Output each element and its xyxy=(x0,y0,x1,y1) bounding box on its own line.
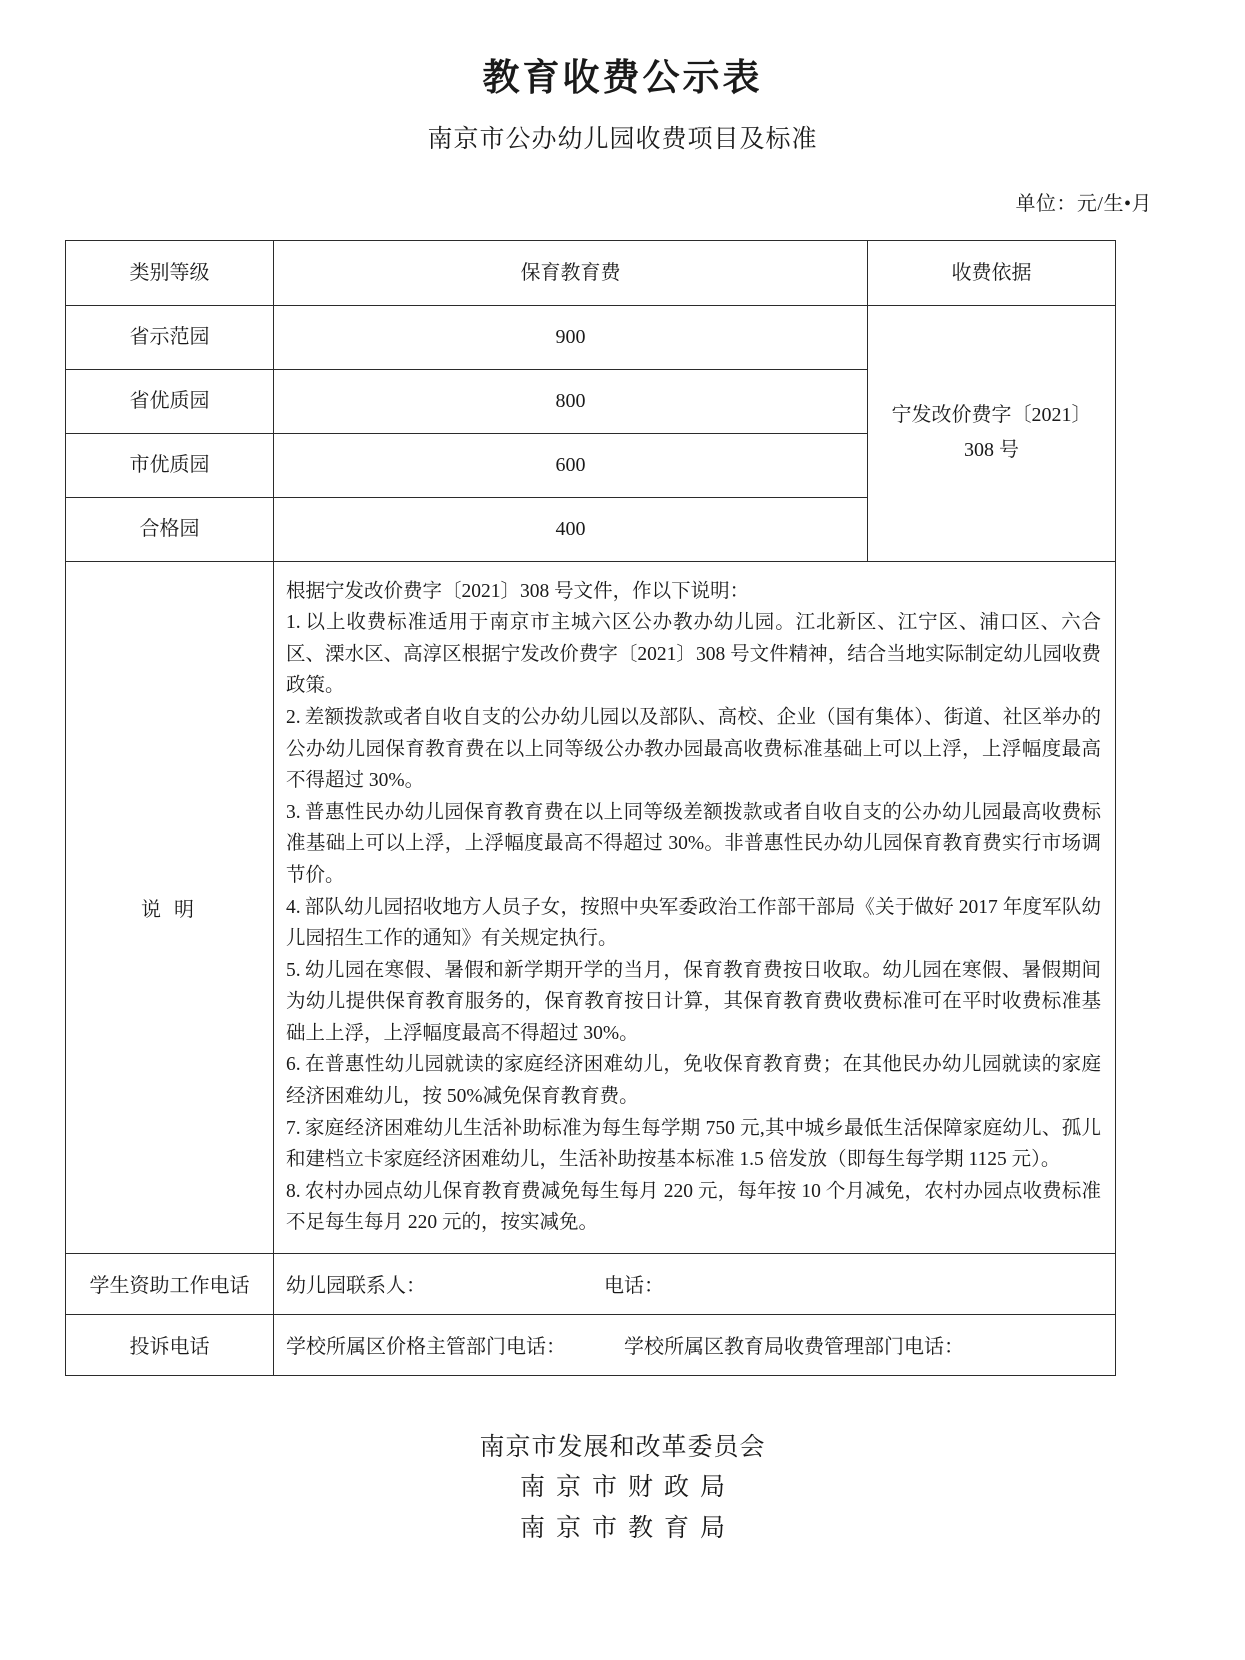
fee-cell: 800 xyxy=(274,369,868,433)
note-item xyxy=(286,702,1101,797)
note-text: 农村办园点幼儿保育教育费减免每生每月 220 元，每年按 10 个月减免，农村办园点收费标准不足每生每月 220 元的，按实减免。 xyxy=(286,1180,1101,1234)
complaint-phone-label: 投诉电话 xyxy=(66,1314,274,1375)
note-item xyxy=(286,797,1101,892)
note-text: 幼儿园在寒假、暑假和新学期开学的当月，保育教育费按日收取。幼儿园在寒假、暑假期间为幼儿提供保育教育服务的，保育教育按日计算，其保育教育费收费标准可在平时收费标准基础上上浮，上浮幅度最高不得超过 30%。 xyxy=(286,959,1101,1044)
page-title: 教育收费公示表 xyxy=(482,58,763,99)
note-number: 7. xyxy=(286,1117,301,1139)
table-header-row xyxy=(66,240,1116,305)
note-number: 1. xyxy=(286,612,301,634)
note-number: 8. xyxy=(286,1180,301,1202)
note-number: 2. xyxy=(286,707,301,729)
category-cell: 合格园 xyxy=(66,497,274,561)
category-cell: 省示范园 xyxy=(66,305,274,369)
complaint-phone-fields xyxy=(274,1314,1116,1375)
note-number: 5. xyxy=(286,959,301,981)
note-number: 4. xyxy=(286,896,301,918)
category-cell: 市优质园 xyxy=(66,433,274,497)
notes-intro: 根据宁发改价费字〔2021〕308 号文件，作以下说明： xyxy=(286,580,750,602)
note-item xyxy=(286,955,1101,1050)
table-row xyxy=(66,305,1116,369)
note-item xyxy=(286,607,1101,702)
basis-cell xyxy=(868,305,1116,561)
complaint-phone-row xyxy=(66,1314,1116,1375)
basis-line-1: 宁发改价费字〔2021〕 xyxy=(891,404,1092,427)
signature-agency-finance: 南京市财政局 xyxy=(519,1474,736,1502)
notes-body xyxy=(274,561,1116,1253)
phone-field[interactable]: 电话： xyxy=(604,1275,664,1298)
signature-agency-education: 南京市教育局 xyxy=(519,1514,736,1542)
note-text: 差额拨款或者自收自支的公办幼儿园以及部队、高校、企业（国有集体）、街道、社区举办的公办幼儿园保育教育费在以上同等级公办教办园最高收费标准基础上可以上浮，上浮幅度最高不得超过 30%。 xyxy=(286,707,1101,792)
notes-label: 说 明 xyxy=(66,561,274,1253)
student-aid-phone-fields xyxy=(274,1253,1116,1314)
page-subtitle: 南京市公办幼儿园收费项目及标准 xyxy=(427,126,818,154)
kindergarten-contact-field[interactable]: 幼儿园联系人： xyxy=(286,1275,426,1298)
signature-agency-ndrc: 南京市发展和改革委员会 xyxy=(479,1433,766,1461)
fee-cell: 400 xyxy=(274,497,868,561)
note-text: 家庭经济困难幼儿生活补助标准为每生每学期 750 元,其中城乡最低生活保障家庭幼儿、孤儿和建档立卡家庭经济困难幼儿，生活补助按基本标准 1.5 倍发放（即每生每学期 1125 元）。 xyxy=(286,1117,1101,1171)
note-text: 普惠性民办幼儿园保育教育费在以上同等级差额拨款或者自收自支的公办幼儿园最高收费标准基础上可以上浮，上浮幅度最高不得超过 30%。非普惠性民办幼儿园保育教育费实行市场调节价。 xyxy=(286,801,1101,886)
note-item xyxy=(286,1049,1101,1112)
notes-row xyxy=(66,561,1116,1253)
header-category: 类别等级 xyxy=(66,240,274,305)
notes-list xyxy=(286,607,1101,1239)
fee-cell: 600 xyxy=(274,433,868,497)
basis-line-2: 308 号 xyxy=(964,439,1019,462)
note-item xyxy=(286,1176,1101,1239)
note-item xyxy=(286,892,1101,955)
category-cell: 省优质园 xyxy=(66,369,274,433)
student-aid-phone-label: 学生资助工作电话 xyxy=(66,1253,274,1314)
note-text: 以上收费标准适用于南京市主城六区公办教办幼儿园。江北新区、江宁区、浦口区、六合区、溧水区、高淳区根据宁发改价费字〔2021〕308 号文件精神，结合当地实际制定幼儿园收费政策。 xyxy=(286,612,1101,697)
header-fee: 保育教育费 xyxy=(274,240,868,305)
note-text: 部队幼儿园招收地方人员子女，按照中央军委政治工作部干部局《关于做好 2017 年度军队幼儿园招生工作的通知》有关规定执行。 xyxy=(286,896,1101,950)
price-authority-phone-field[interactable]: 学校所属区价格主管部门电话： xyxy=(286,1336,566,1359)
fee-table xyxy=(65,240,1116,1376)
unit-label: 单位：元/生•月 xyxy=(1015,192,1152,215)
header-basis: 收费依据 xyxy=(868,240,1116,305)
education-bureau-phone-field[interactable]: 学校所属区教育局收费管理部门电话： xyxy=(624,1336,964,1359)
note-number: 6. xyxy=(286,1054,301,1076)
student-aid-phone-row xyxy=(66,1253,1116,1314)
note-number: 3. xyxy=(286,801,301,823)
signature-block xyxy=(65,1428,1180,1550)
fee-cell: 900 xyxy=(274,305,868,369)
note-item xyxy=(286,1113,1101,1176)
note-text: 在普惠性幼儿园就读的家庭经济困难幼儿，免收保育教育费；在其他民办幼儿园就读的家庭经济困难幼儿，按 50%减免保育教育费。 xyxy=(286,1054,1101,1107)
